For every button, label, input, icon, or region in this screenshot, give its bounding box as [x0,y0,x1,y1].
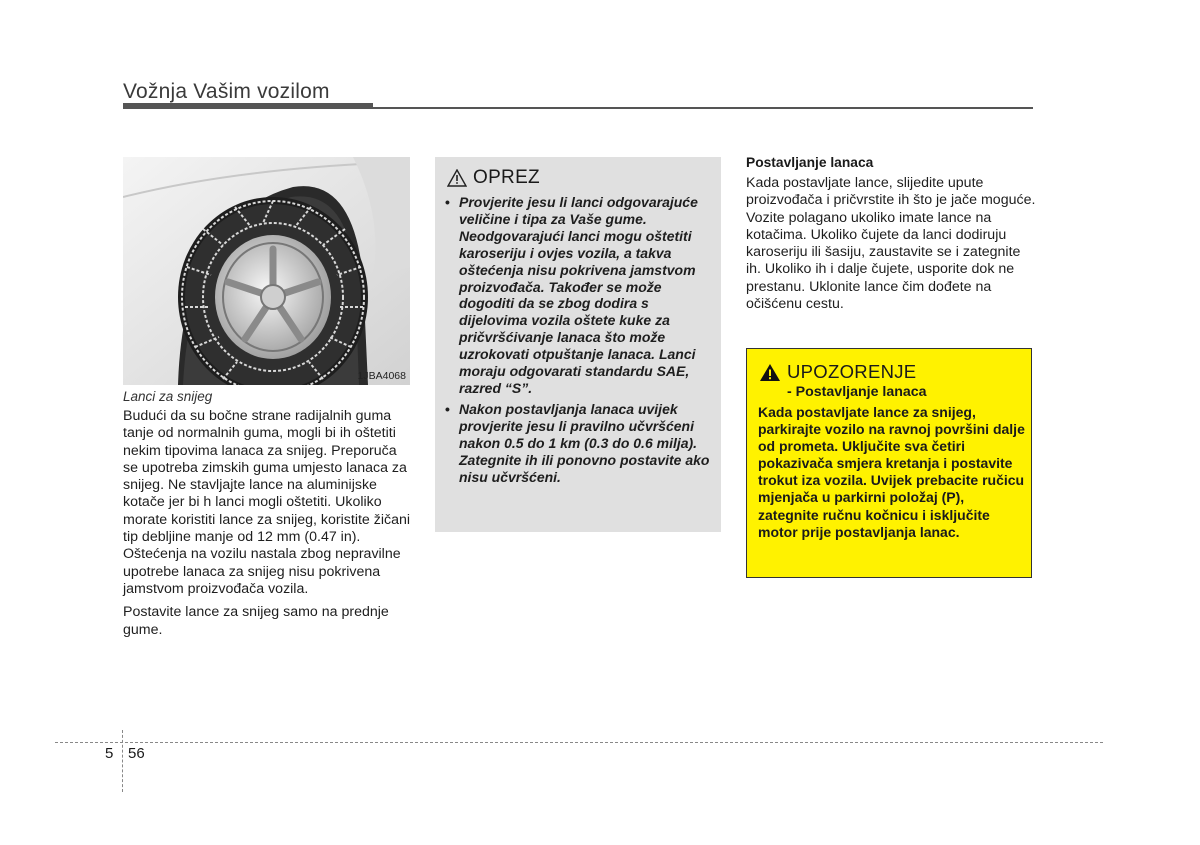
column3-heading: Postavljanje lanaca [746,155,874,170]
caution-triangle-icon [447,169,467,187]
caution-item-text: Nakon postavljanja lanaca uvijek provjerite jesu li pravilno učvršćeni nakon 0.5 do 1 km (0.3 do 0.6 milja). Zategnite ih ili ponovno postavite ako nisu učvršćeni. [459,400,710,485]
chapter-number: 5 [105,745,114,762]
bullet: • [445,400,450,417]
caution-list [445,194,715,489]
header-rule-accent [123,103,373,109]
snow-chain-illustration [123,157,410,385]
caution-header [447,167,540,189]
caution-box [435,157,721,532]
column1-paragraph: Postavite lance za snijeg samo na prednje gume. [123,604,389,638]
tire-chain-drawing [123,157,410,385]
caution-item-text: Provjerite jesu li lanci odgovarajuće veličine i tipa za Vaše gume. Neodgovarajući lanci mogu oštetiti karoseriju i ovjes vozila, a takva oštećenja nisu pokrivena jamstvom proizvođača. Također se može dogoditi da se zbog dodira s dijelovima vozila oštete kuke za pričvršćivanje lanaca što može uzrokovati otpuštanje lanaca. Lanci moraju odgovarati standardu SAE, razred “S”. [459,194,698,396]
warning-box [746,348,1032,578]
warning-subtitle: - Postavljanje lanaca [787,384,927,400]
footer-rule [55,742,1103,743]
bullet: • [445,194,450,210]
footer-divider [122,730,123,792]
figure-code: 1JBA4068 [357,370,406,382]
page-number: 56 [128,745,145,762]
warning-triangle-icon [759,363,781,382]
figure-caption: Lanci za snijeg [123,389,213,404]
column1-text [123,408,413,645]
section-title: Vožnja Vašim vozilom [123,80,330,103]
caution-title: OPREZ [473,167,540,188]
caution-item [445,194,715,397]
warning-title: UPOZORENJE [787,361,917,382]
warning-header [759,361,916,383]
caution-item [445,401,715,486]
warning-body: Kada postavljate lance za snijeg, parkirajte vozilo na ravnoj površini dalje od prometa. Uključite sva četiri pokazivača smjera kretanja i postavite trokut iza vozila. Uvijek prebacite ručicu mjenjača u parkirni položaj (P), zategnite ručnu kočnicu i isključite motor prije postavljanja lanac. [758,404,1025,540]
column3-text: Kada postavljate lance, slijedite upute proizvođača i pričvrstite ih što je jače moguće. Vozite polagano ukoliko imate lance na kotačima. Ukoliko čujete da lanci dodiruju karoseriju ili šasiju, zaustavite se i zategnite ih. Ukoliko ih i dalje čujete, usporite dok ne prestanu. Uklonite lance čim dođete na očišćenu cestu. [746,175,1036,313]
column1-paragraph: Budući da su bočne strane radijalnih guma tanje od normalnih guma, mogli bi ih oštetiti nekim tipovima lanaca za snijeg. Preporuča se upotreba zimskih guma umjesto lanaca za snijeg. Ne stavljajte lance na aluminijske kotače jer bi h lanci mogli oštetiti. Ukoliko morate koristiti lance za snijeg, koristite žičani tip debljine manje od 12 mm (0.47 in). Oštećenja na vozilu nastala zbog nepravilne upotrebe lanaca za snijeg nisu pokrivena jamstvom proizvođača vozila. [123,408,411,597]
